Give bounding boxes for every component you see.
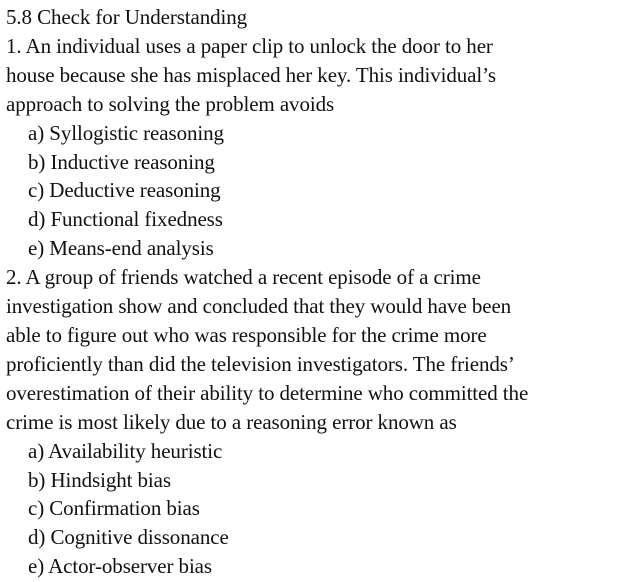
question-stem-line: 1. An individual uses a paper clip to unlock the door to her: [6, 33, 493, 58]
question-stem-line: crime is most likely due to a reasoning error known as: [6, 409, 457, 434]
answer-option-d: d) Cognitive dissonance: [28, 525, 229, 550]
question-stem-line: investigation show and concluded that they would have been: [6, 294, 512, 319]
answer-option-e: e) Actor-observer bias: [28, 554, 212, 579]
answer-option-e: e) Means-end analysis: [28, 236, 214, 261]
question-stem-line: overestimation of their ability to determine who committed the: [6, 380, 529, 405]
answer-option-a: a) Syllogistic reasoning: [28, 120, 224, 145]
question-stem-line: house because she has misplaced her key. This individual’s: [6, 62, 496, 87]
answer-option-a: a) Availability heuristic: [28, 438, 223, 463]
answer-option-c: c) Confirmation bias: [28, 496, 200, 521]
question-stem-line: approach to solving the problem avoids: [6, 91, 335, 116]
question-stem-line: 2. A group of friends watched a recent episode of a crime: [6, 265, 481, 290]
question-stem-line: able to figure out who was responsible for the crime more: [6, 322, 487, 347]
section-title: 5.8 Check for Understanding: [6, 5, 248, 29]
question-stem-line: proficiently than did the television investigators. The friends’: [6, 351, 515, 376]
question-2: [6, 263, 631, 581]
answer-option-d: d) Functional fixedness: [28, 207, 223, 232]
answer-option-b: b) Inductive reasoning: [28, 149, 215, 174]
document: [6, 3, 631, 581]
answer-option-c: c) Deductive reasoning: [28, 178, 221, 203]
answer-option-b: b) Hindsight bias: [28, 467, 171, 492]
question-1: [6, 32, 631, 263]
